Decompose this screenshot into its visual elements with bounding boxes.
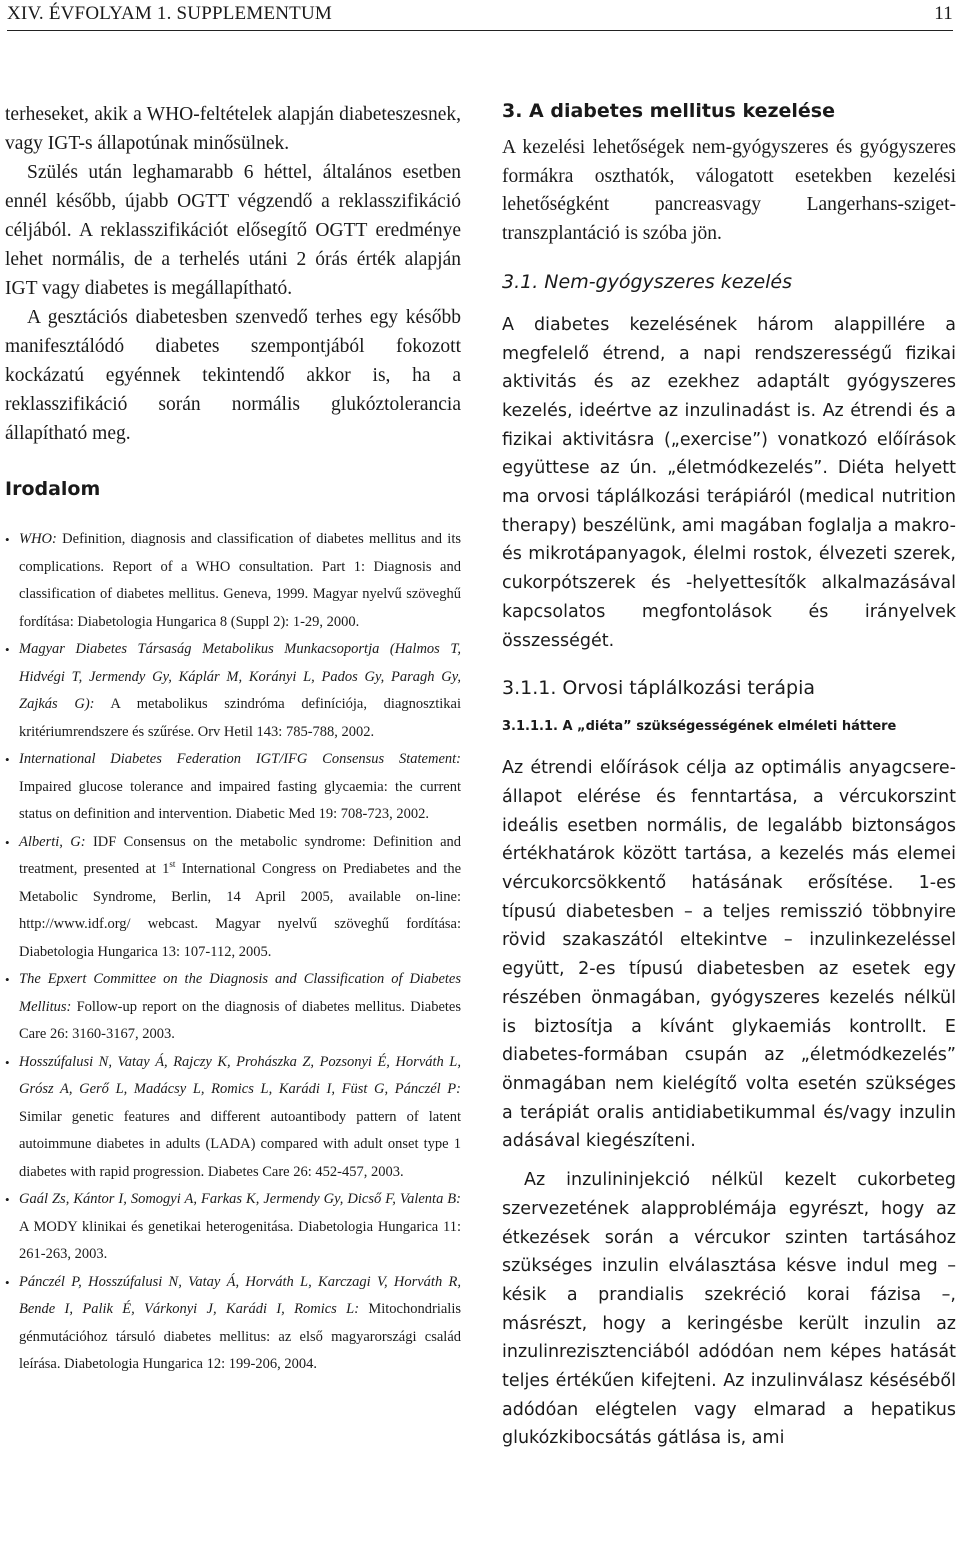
reference-text: Similar genetic features and different autoantibody pattern of latent autoimmune diabetes in adults (LADA) compared with adult onset type 1 diabetes with rapid progression. Diabetes Care 26: 452-457, 2003. bbox=[19, 1108, 461, 1180]
right-column bbox=[502, 100, 956, 1453]
reference-text: Mitochondrialis génmutációhoz társuló diabetes mellitus: az első magyarországi család leírása. Diabetologia Hungarica 12: 199-206, 2004. bbox=[19, 1301, 461, 1372]
paragraph-treatment-options: A kezelési lehetőségek nem-gyógyszeres és gyógyszeres formákra oszthatók, válogatott esetekben kezelési lehetőségként pancreasvagy Langerhans-sziget-transzplantáció is szóba jön. bbox=[502, 137, 956, 245]
paragraph-continuation: terheseket, akik a WHO-feltételek alapján diabeteszesnek, vagy IGT-s állapotúnak minősülnek. bbox=[5, 104, 461, 154]
page-number: 11 bbox=[934, 3, 953, 24]
reference-text: A metabolikus szindróma definíciója, diagnosztikai kritériumrendszere és szűrése. Orv Hetil 143: 785-788, 2002. bbox=[19, 696, 461, 740]
reference-item bbox=[5, 829, 461, 967]
bullet-icon: • bbox=[5, 642, 10, 657]
reference-item bbox=[5, 1269, 461, 1379]
bullet-icon: • bbox=[5, 1274, 10, 1290]
bullet-icon: • bbox=[5, 834, 10, 850]
reference-authors: Pánczél P, Hosszúfalusi N, Vatay Á, Horváth L, Karczagi V, Horváth R, Bende I, Palik É, Várkonyi J, Karádi I, Romics L: bbox=[19, 1273, 461, 1317]
reference-authors: Alberti, G: bbox=[19, 833, 86, 850]
reference-text: Impaired glucose tolerance and impaired fasting glycaemia: the current status on definition and intervention. Diabetic Med 19: 708-723, 2002. bbox=[19, 778, 461, 822]
reference-text: A MODY klinikai és genetikai heterogenitása. Diabetologia Hungarica 11: 261-263, 2003. bbox=[19, 1218, 461, 1262]
reference-item bbox=[5, 636, 461, 746]
reference-authors: Hosszúfalusi N, Vatay Á, Rajczy K, Prohászka Z, Pozsonyi É, Horváth L, Grósz A, Gerő L, Madácsy L, Romics L, Karádi I, Füst G, Pánczél P: bbox=[19, 1053, 461, 1097]
paragraph-non-drug-therapy: A diabetes kezelésének három alappillére a megfelelő étrend, a napi rendszerességű fizikai aktivitás és az ezekhez adaptált gyógyszeres kezelés, ideértve az inzulinadást is. Az étrendi és a fizikai aktivitásra („exercise”) vonatkozó előírások együttese az ún. „életmódkezelés”. Diéta helyett ma orvosi táplálkozási terápiáról (medical nutrition therapy) beszélünk, ami magában foglalja a makro- és mikrotápanyagok, élelmi rostok, élvezeti szerek, cukorpótszerek és -helyettesítők alkalmazásával kapcsolatos megfontolások és irányelvek összességét. bbox=[502, 314, 956, 651]
reference-item bbox=[5, 1049, 461, 1187]
reference-superscript: st bbox=[169, 859, 176, 870]
left-column bbox=[5, 100, 461, 1379]
bullet-icon: • bbox=[5, 532, 10, 547]
bullet-icon: • bbox=[5, 752, 10, 767]
reference-authors: The Epxert Committee on the Diagnosis and Classification of Diabetes Mellitus: bbox=[19, 971, 461, 1015]
references-title: Irodalom bbox=[5, 478, 101, 500]
bullet-icon: • bbox=[5, 1192, 10, 1207]
reference-text: Follow-up report on the diagnosis of diabetes mellitus. Diabetes Care 26: 3160-3167, 2003. bbox=[19, 998, 461, 1042]
reference-text: Definition, diagnosis and classification of diabetes mellitus and its complications. Report of a WHO consultation. Part 1: Diagnosis and classification of diabetes mellitus. Geneva, 1999. Magyar nyelvű szöveghű fordítása: Diabetologia Hungarica 8 (Suppl 2): 1-29, 2000. bbox=[19, 531, 461, 630]
subsection-heading: 3.1. Nem-gyógyszeres kezelés bbox=[502, 270, 793, 293]
reference-authors: Magyar Diabetes Társaság Metabolikus Munkacsoportja (Halmos T, Hidvégi T, Jermendy Gy, Káplár M, Korányi L, Pados Gy, Paragh Gy, Zajkás G): bbox=[19, 641, 461, 712]
subsubsection-heading: 3.1.1. Orvosi táplálkozási terápia bbox=[502, 677, 815, 700]
references-list bbox=[5, 526, 461, 1379]
paragraph-gestational-risk: A gesztációs diabetesben szenvedő terhes egy később manifesztálódó diabetes szempontjából fokozott kockázatú egyénnek tekintendő akkor is, ha a reklasszifikáció során normális glukóztolerancia állapítható meg. bbox=[5, 307, 461, 444]
reference-text-part-b: International Congress on Prediabetes and the Metabolic Syndrome, Berlin, 14 April 2005, available on-line: http://www.idf.org/ webcast. Magyar nyelvű szöveghű fordítása: Diabetologia Hungarica 13: 107-112, 2005. bbox=[19, 861, 462, 960]
running-header bbox=[7, 0, 953, 31]
paragraph-insulin-problem: Az inzulininjekció nélkül kezelt cukorbeteg szervezetének alapproblémája egyrészt, hogy az étkezések során a vércukor szinten tartásához szükséges inzulin elválasztása késve indul meg – késik a prandialis szekréció korai fázisa –, másrészt, hogy a keringésbe került inzulin az inzulinrezisztenciából adódóan nem képes hatását teljes értékűen kifejteni. Az inzulinválasz késéséből adódóan elégtelen vagy elmarad a hepatikus glukózkibocsátás gátlása is, ami bbox=[502, 1170, 956, 1449]
reference-item bbox=[5, 746, 461, 829]
paragraph-reclassification: Szülés után leghamarabb 6 héttel, általános esetben ennél később, újabb OGTT végzendő a reklasszifikáció céljából. A reklasszifikációt elősegítő OGTT eredménye lehet normális, de a terhelés utáni 2 órás érték alapján IGT vagy diabetes is megállapítható. bbox=[5, 162, 461, 299]
bullet-icon: • bbox=[5, 972, 10, 987]
minor-heading: 3.1.1.1. A „diéta” szükségességének elméleti háttere bbox=[502, 719, 897, 735]
section-heading: 3. A diabetes mellitus kezelése bbox=[502, 100, 835, 122]
paragraph-diet-goals: Az étrendi előírások célja az optimális anyagcsere-állapot elérése és fenntartása, a vércukorszint ideális esetben normális, de legalább biztonságos értékhatárok között tartása, a kezelés más elemei vércukorcsökkentő hatásának erősítése. 1-es típusú diabetesben – a teljes remisszió többnyire rövid szakaszától eltekintve – inzulinkezeléssel együtt, 2-es típusú diabetesben az esetek egy részében önmagában, gyógyszeres kezelés nélkül is biztosítja a kívánt glykaemiás kontrollt. E diabetes-formában csupán az „életmódkezelés” önmagában nem kielégítő volta esetén szükséges a terápiát oralis antidiabetikummal és/vagy inzulin adásával kiegészíteni. bbox=[502, 758, 956, 1152]
reference-text-part-a: IDF Consensus on the metabolic syndrome: Definition and treatment, presented at 1 bbox=[19, 833, 462, 877]
bullet-icon: • bbox=[5, 1054, 10, 1070]
journal-volume: XIV. ÉVFOLYAM 1. SUPPLEMENTUM bbox=[7, 3, 332, 24]
reference-authors: International Diabetes Federation IGT/IFG Consensus Statement: bbox=[19, 751, 461, 767]
reference-item bbox=[5, 1186, 461, 1269]
reference-item bbox=[5, 526, 461, 636]
reference-item bbox=[5, 966, 461, 1049]
reference-authors: WHO: bbox=[19, 531, 57, 547]
reference-authors: Gaál Zs, Kántor I, Somogyi A, Farkas K, Jermendy Gy, Dicső F, Valenta B: bbox=[19, 1191, 461, 1207]
